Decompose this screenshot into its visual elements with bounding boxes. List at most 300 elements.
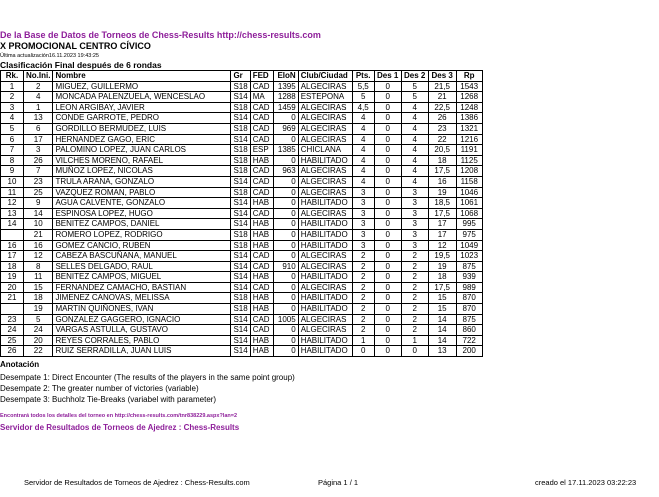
cell-federation: HAB — [250, 229, 273, 240]
cell-tiebreak-1: 0 — [374, 208, 401, 219]
cell-start-no: 3 — [24, 145, 53, 156]
cell-tiebreak-1: 0 — [374, 304, 401, 315]
cell-tiebreak-1: 0 — [374, 145, 401, 156]
cell-tiebreak-1: 0 — [374, 113, 401, 124]
cell-elo: 0 — [273, 198, 298, 209]
cell-points: 3 — [352, 208, 374, 219]
table-row — [1, 261, 483, 272]
cell-name: RUIZ SERRADILLA, JUAN LUIS — [53, 346, 231, 357]
cell-group: S18 — [231, 304, 250, 315]
cell-name: TRULA ARANA, GONZALO — [53, 176, 231, 187]
cell-performance: 975 — [456, 229, 482, 240]
cell-tiebreak-1: 0 — [374, 261, 401, 272]
table-row — [1, 346, 483, 357]
cell-start-no: 13 — [24, 113, 53, 124]
cell-performance: 1248 — [456, 102, 482, 113]
cell-performance: 989 — [456, 282, 482, 293]
cell-start-no: 24 — [24, 325, 53, 336]
cell-club: ALGECIRAS — [298, 81, 352, 92]
cell-tiebreak-2: 3 — [401, 240, 428, 251]
table-row — [1, 293, 483, 304]
cell-rank: 9 — [1, 166, 24, 177]
table-row — [1, 155, 483, 166]
table-row — [1, 251, 483, 262]
cell-federation: CAD — [250, 176, 273, 187]
table-row — [1, 145, 483, 156]
cell-elo: 0 — [273, 240, 298, 251]
cell-federation: HAB — [250, 219, 273, 230]
cell-rank: 4 — [1, 113, 24, 124]
cell-elo: 0 — [273, 229, 298, 240]
cell-tiebreak-3: 19,5 — [428, 251, 456, 262]
cell-performance: 1061 — [456, 198, 482, 209]
cell-name: GORDILLO BERMUDEZ, LUIS — [53, 123, 231, 134]
cell-elo: 1385 — [273, 145, 298, 156]
cell-rank: 5 — [1, 123, 24, 134]
column-header: EloN — [273, 71, 298, 82]
cell-federation: CAD — [250, 113, 273, 124]
cell-points: 3 — [352, 229, 374, 240]
cell-rank: 25 — [1, 335, 24, 346]
cell-tiebreak-1: 0 — [374, 229, 401, 240]
cell-tiebreak-2: 3 — [401, 229, 428, 240]
cell-tiebreak-2: 3 — [401, 219, 428, 230]
column-header: Nombre — [53, 71, 231, 82]
cell-performance: 1386 — [456, 113, 482, 124]
cell-group: S14 — [231, 314, 250, 325]
cell-performance: 875 — [456, 314, 482, 325]
cell-tiebreak-2: 4 — [401, 102, 428, 113]
cell-name: REYES CORRALES, PABLO — [53, 335, 231, 346]
cell-federation: HAB — [250, 293, 273, 304]
cell-tiebreak-3: 21 — [428, 92, 456, 103]
cell-performance: 870 — [456, 304, 482, 315]
cell-elo: 0 — [273, 134, 298, 145]
cell-tiebreak-3: 15 — [428, 304, 456, 315]
cell-club: HABILITADO — [298, 346, 352, 357]
cell-tiebreak-1: 0 — [374, 166, 401, 177]
table-row — [1, 92, 483, 103]
cell-club: HABILITADO — [298, 240, 352, 251]
cell-elo: 0 — [273, 346, 298, 357]
cell-points: 2 — [352, 282, 374, 293]
column-header: Rp — [456, 71, 482, 82]
cell-club: HABILITADO — [298, 219, 352, 230]
cell-name: AGUA CALVENTE, GONZALO — [53, 198, 231, 209]
cell-tiebreak-3: 23 — [428, 123, 456, 134]
cell-tiebreak-2: 2 — [401, 304, 428, 315]
footer-created: creado el 17.11.2023 03:22:23 — [535, 478, 637, 487]
cell-points: 4 — [352, 123, 374, 134]
cell-club: CHICLANA — [298, 145, 352, 156]
cell-tiebreak-2: 0 — [401, 346, 428, 357]
cell-federation: CAD — [250, 102, 273, 113]
cell-elo: 1288 — [273, 92, 298, 103]
cell-start-no: 7 — [24, 166, 53, 177]
cell-federation: ESP — [250, 145, 273, 156]
cell-name: BENITEZ CAMPOS, MIGUEL — [53, 272, 231, 283]
server-link[interactable]: Servidor de Resultados de Torneos de Ajedrez : Chess-Results — [0, 423, 240, 432]
cell-tiebreak-3: 14 — [428, 325, 456, 336]
cell-name: CABEZA BASCUÑANA, MANUEL — [53, 251, 231, 262]
cell-federation: HAB — [250, 240, 273, 251]
cell-tiebreak-1: 0 — [374, 251, 401, 262]
cell-club: HABILITADO — [298, 335, 352, 346]
cell-points: 4,5 — [352, 102, 374, 113]
cell-start-no: 6 — [24, 123, 53, 134]
cell-elo: 0 — [273, 208, 298, 219]
cell-tiebreak-2: 4 — [401, 134, 428, 145]
cell-performance: 1049 — [456, 240, 482, 251]
cell-performance: 939 — [456, 272, 482, 283]
cell-club: ALGECIRAS — [298, 314, 352, 325]
cell-tiebreak-3: 22 — [428, 134, 456, 145]
cell-tiebreak-3: 18,5 — [428, 198, 456, 209]
cell-points: 4 — [352, 176, 374, 187]
cell-performance: 1268 — [456, 92, 482, 103]
column-header: Des 2 — [401, 71, 428, 82]
cell-start-no: 10 — [24, 219, 53, 230]
cell-name: GOMEZ CANCIO, RUBEN — [53, 240, 231, 251]
cell-start-no: 11 — [24, 272, 53, 283]
cell-tiebreak-3: 19 — [428, 261, 456, 272]
cell-name: ROMERO LOPEZ, RODRIGO — [53, 229, 231, 240]
cell-group: S18 — [231, 240, 250, 251]
cell-performance: 1216 — [456, 134, 482, 145]
cell-federation: CAD — [250, 314, 273, 325]
cell-rank: 17 — [1, 251, 24, 262]
table-row — [1, 240, 483, 251]
cell-points: 2 — [352, 251, 374, 262]
cell-tiebreak-3: 18 — [428, 155, 456, 166]
cell-tiebreak-2: 4 — [401, 113, 428, 124]
cell-tiebreak-1: 0 — [374, 346, 401, 357]
cell-tiebreak-1: 0 — [374, 325, 401, 336]
cell-group: S18 — [231, 229, 250, 240]
tiebreak-2: Desempate 2: The greater number of victories (variable) — [0, 384, 199, 393]
cell-elo: 969 — [273, 123, 298, 134]
cell-tiebreak-2: 4 — [401, 123, 428, 134]
cell-tiebreak-1: 0 — [374, 293, 401, 304]
cell-tiebreak-1: 0 — [374, 240, 401, 251]
cell-elo: 0 — [273, 176, 298, 187]
table-row — [1, 113, 483, 124]
cell-tiebreak-3: 14 — [428, 314, 456, 325]
cell-elo: 0 — [273, 335, 298, 346]
cell-tiebreak-3: 18 — [428, 272, 456, 283]
cell-group: S14 — [231, 335, 250, 346]
cell-elo: 963 — [273, 166, 298, 177]
cell-tiebreak-3: 14 — [428, 335, 456, 346]
cell-federation: CAD — [250, 208, 273, 219]
table-row — [1, 229, 483, 240]
cell-name: MONCADA PALENZUELA, WENCESLAO — [53, 92, 231, 103]
cell-start-no: 9 — [24, 198, 53, 209]
cell-points: 3 — [352, 198, 374, 209]
cell-tiebreak-2: 3 — [401, 187, 428, 198]
cell-start-no: 23 — [24, 176, 53, 187]
cell-points: 2 — [352, 272, 374, 283]
cell-start-no: 2 — [24, 81, 53, 92]
cell-performance: 875 — [456, 261, 482, 272]
cell-rank: 10 — [1, 176, 24, 187]
cell-club: ALGECIRAS — [298, 282, 352, 293]
cell-name: MARTIN QUIÑONES, IVAN — [53, 304, 231, 315]
cell-elo: 0 — [273, 304, 298, 315]
cell-tiebreak-3: 12 — [428, 240, 456, 251]
cell-tiebreak-2: 2 — [401, 251, 428, 262]
cell-tiebreak-2: 4 — [401, 166, 428, 177]
cell-group: S14 — [231, 325, 250, 336]
footer-page: Página 1 / 1 — [318, 478, 359, 487]
cell-performance: 1068 — [456, 208, 482, 219]
annotation-title: Anotación — [0, 360, 40, 369]
cell-federation: HAB — [250, 155, 273, 166]
cell-group: S18 — [231, 123, 250, 134]
tournament-title: X PROMOCIONAL CENTRO CÍVICO — [0, 41, 151, 51]
cell-group: S14 — [231, 92, 250, 103]
cell-points: 4 — [352, 113, 374, 124]
cell-rank: 18 — [1, 261, 24, 272]
cell-points: 4 — [352, 145, 374, 156]
column-header: Gr — [231, 71, 250, 82]
table-row — [1, 304, 483, 315]
cell-club: ALGECIRAS — [298, 113, 352, 124]
cell-group: S14 — [231, 251, 250, 262]
cell-tiebreak-2: 3 — [401, 208, 428, 219]
cell-federation: HAB — [250, 198, 273, 209]
cell-name: ESPINOSA LOPEZ, HUGO — [53, 208, 231, 219]
cell-tiebreak-3: 17 — [428, 229, 456, 240]
footer-server: Servidor de Resultados de Torneos de Ajedrez : Chess-Results.com — [24, 478, 250, 487]
cell-tiebreak-3: 21,5 — [428, 81, 456, 92]
cell-performance: 1191 — [456, 145, 482, 156]
cell-club: HABILITADO — [298, 155, 352, 166]
cell-rank: 19 — [1, 272, 24, 283]
cell-elo: 1459 — [273, 102, 298, 113]
cell-group: S18 — [231, 81, 250, 92]
tournament-details-link[interactable]: Encontrará todos los detalles del torneo en http://chess-results.com/tnr838229.aspx?lan=2 — [0, 413, 238, 419]
column-header: Rk. — [1, 71, 24, 82]
cell-name: VARGAS ASTULLA, GUSTAVO — [53, 325, 231, 336]
cell-performance: 1158 — [456, 176, 482, 187]
cell-rank: 20 — [1, 282, 24, 293]
column-header: FED — [250, 71, 273, 82]
cell-rank: 13 — [1, 208, 24, 219]
cell-name: CONDE GARROTE, PEDRO — [53, 113, 231, 124]
cell-group: S14 — [231, 272, 250, 283]
cell-points: 2 — [352, 261, 374, 272]
cell-group: S14 — [231, 113, 250, 124]
cell-start-no: 22 — [24, 346, 53, 357]
cell-elo: 0 — [273, 251, 298, 262]
cell-club: ALGECIRAS — [298, 325, 352, 336]
cell-points: 4 — [352, 166, 374, 177]
cell-rank: 24 — [1, 325, 24, 336]
table-row — [1, 134, 483, 145]
cell-name: PALOMINO LOPEZ, JUAN CARLOS — [53, 145, 231, 156]
cell-tiebreak-2: 2 — [401, 282, 428, 293]
cell-tiebreak-3: 20,5 — [428, 145, 456, 156]
cell-points: 2 — [352, 304, 374, 315]
cell-elo: 0 — [273, 272, 298, 283]
cell-name: MUÑOZ LOPEZ, NICOLAS — [53, 166, 231, 177]
cell-tiebreak-1: 0 — [374, 134, 401, 145]
cell-points: 0 — [352, 346, 374, 357]
table-row — [1, 198, 483, 209]
cell-club: HABILITADO — [298, 229, 352, 240]
cell-elo: 0 — [273, 282, 298, 293]
table-row — [1, 272, 483, 283]
cell-rank: 1 — [1, 81, 24, 92]
cell-tiebreak-1: 0 — [374, 81, 401, 92]
cell-tiebreak-1: 0 — [374, 314, 401, 325]
table-row — [1, 282, 483, 293]
cell-points: 1 — [352, 335, 374, 346]
cell-points: 3 — [352, 219, 374, 230]
cell-club: ALGECIRAS — [298, 123, 352, 134]
cell-points: 4 — [352, 155, 374, 166]
cell-group: S14 — [231, 261, 250, 272]
tiebreak-1: Desempate 1: Direct Encounter (The results of the players in the same point group) — [0, 373, 295, 382]
cell-rank: 16 — [1, 240, 24, 251]
cell-club: ALGECIRAS — [298, 166, 352, 177]
cell-tiebreak-2: 2 — [401, 314, 428, 325]
cell-tiebreak-3: 17,5 — [428, 166, 456, 177]
cell-rank: 11 — [1, 187, 24, 198]
cell-name: MIGUEZ, GUILLERMO — [53, 81, 231, 92]
cell-rank: 8 — [1, 155, 24, 166]
cell-federation: CAD — [250, 81, 273, 92]
cell-club: ALGECIRAS — [298, 251, 352, 262]
cell-performance: 995 — [456, 219, 482, 230]
cell-elo: 0 — [273, 187, 298, 198]
cell-club: ALGECIRAS — [298, 261, 352, 272]
cell-federation: HAB — [250, 346, 273, 357]
table-row — [1, 81, 483, 92]
cell-name: JIMENEZ CANOVAS, MELISSA — [53, 293, 231, 304]
cell-rank: 7 — [1, 145, 24, 156]
cell-name: LEON ARGIBAY, JAVIER — [53, 102, 231, 113]
cell-group: S14 — [231, 282, 250, 293]
cell-rank: 23 — [1, 314, 24, 325]
cell-group: S14 — [231, 134, 250, 145]
cell-tiebreak-1: 0 — [374, 123, 401, 134]
table-row — [1, 102, 483, 113]
cell-club: ALGECIRAS — [298, 134, 352, 145]
cell-performance: 1208 — [456, 166, 482, 177]
cell-club: HABILITADO — [298, 304, 352, 315]
cell-start-no: 20 — [24, 335, 53, 346]
cell-federation: CAD — [250, 325, 273, 336]
cell-tiebreak-2: 2 — [401, 272, 428, 283]
cell-performance: 870 — [456, 293, 482, 304]
cell-tiebreak-1: 0 — [374, 198, 401, 209]
cell-elo: 1395 — [273, 81, 298, 92]
cell-tiebreak-2: 1 — [401, 335, 428, 346]
cell-tiebreak-2: 4 — [401, 155, 428, 166]
cell-federation: HAB — [250, 335, 273, 346]
cell-rank: 21 — [1, 293, 24, 304]
cell-group: S18 — [231, 187, 250, 198]
cell-tiebreak-3: 16 — [428, 176, 456, 187]
cell-points: 5 — [352, 92, 374, 103]
cell-federation: CAD — [250, 282, 273, 293]
cell-performance: 200 — [456, 346, 482, 357]
cell-points: 2 — [352, 325, 374, 336]
cell-club: ESTEPONA — [298, 92, 352, 103]
cell-performance: 1321 — [456, 123, 482, 134]
cell-club: HABILITADO — [298, 272, 352, 283]
cell-points: 2 — [352, 293, 374, 304]
cell-elo: 0 — [273, 325, 298, 336]
column-header: Des 3 — [428, 71, 456, 82]
cell-tiebreak-1: 0 — [374, 219, 401, 230]
cell-start-no: 1 — [24, 102, 53, 113]
cell-start-no: 12 — [24, 251, 53, 262]
standings-table — [0, 70, 483, 357]
cell-start-no: 18 — [24, 293, 53, 304]
cell-club: ALGECIRAS — [298, 102, 352, 113]
cell-points: 2 — [352, 314, 374, 325]
cell-tiebreak-2: 2 — [401, 325, 428, 336]
cell-tiebreak-3: 17,5 — [428, 282, 456, 293]
cell-start-no: 19 — [24, 304, 53, 315]
cell-tiebreak-3: 26 — [428, 113, 456, 124]
cell-elo: 0 — [273, 293, 298, 304]
cell-rank: 2 — [1, 92, 24, 103]
cell-tiebreak-1: 0 — [374, 102, 401, 113]
cell-points: 4 — [352, 134, 374, 145]
cell-club: ALGECIRAS — [298, 187, 352, 198]
cell-federation: CAD — [250, 261, 273, 272]
column-header: No.Ini. — [24, 71, 53, 82]
cell-tiebreak-1: 0 — [374, 155, 401, 166]
cell-name: VAZQUEZ ROMAN, PABLO — [53, 187, 231, 198]
cell-rank — [1, 229, 24, 240]
cell-start-no: 17 — [24, 134, 53, 145]
cell-tiebreak-3: 19 — [428, 187, 456, 198]
cell-performance: 1023 — [456, 251, 482, 262]
cell-group: S14 — [231, 198, 250, 209]
cell-tiebreak-3: 17 — [428, 219, 456, 230]
cell-tiebreak-1: 0 — [374, 272, 401, 283]
cell-federation: HAB — [250, 304, 273, 315]
cell-group: S14 — [231, 219, 250, 230]
cell-points: 3 — [352, 240, 374, 251]
cell-tiebreak-2: 5 — [401, 92, 428, 103]
cell-rank — [1, 304, 24, 315]
cell-start-no: 14 — [24, 208, 53, 219]
table-row — [1, 166, 483, 177]
cell-federation: CAD — [250, 251, 273, 262]
cell-elo: 0 — [273, 219, 298, 230]
cell-name: SELLES DELGADO, RAUL — [53, 261, 231, 272]
cell-start-no: 21 — [24, 229, 53, 240]
cell-tiebreak-2: 5 — [401, 81, 428, 92]
cell-rank: 14 — [1, 219, 24, 230]
cell-tiebreak-2: 4 — [401, 176, 428, 187]
cell-performance: 1543 — [456, 81, 482, 92]
table-row — [1, 314, 483, 325]
cell-start-no: 15 — [24, 282, 53, 293]
cell-tiebreak-1: 0 — [374, 282, 401, 293]
cell-rank: 3 — [1, 102, 24, 113]
cell-elo: 0 — [273, 113, 298, 124]
cell-tiebreak-1: 0 — [374, 187, 401, 198]
cell-tiebreak-2: 3 — [401, 198, 428, 209]
database-link-header[interactable]: De la Base de Datos de Torneos de Chess-Results http://chess-results.com — [0, 30, 321, 40]
